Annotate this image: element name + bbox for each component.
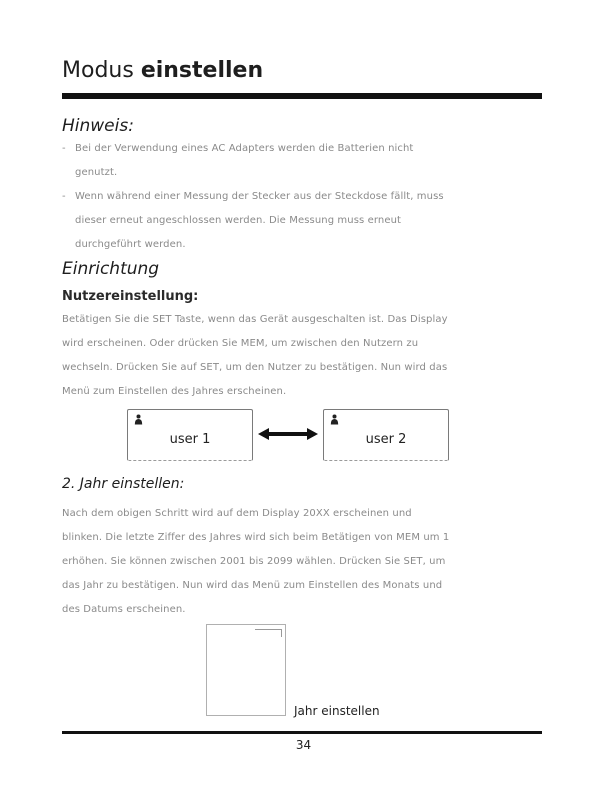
hinweis-line: Bei der Verwendung eines AC Adapters werden die Batterien nicht [75,143,414,154]
user-icon [134,414,143,425]
page-title-part1: Modus [62,58,134,83]
page-title [62,58,263,83]
hinweis-heading: Hinweis: [62,116,134,136]
jahr-line: Nach dem obigen Schritt wird auf dem Display 20XX erscheinen und [62,508,412,519]
user1-label: user 1 [169,432,211,447]
jahr-display-figure [206,624,286,716]
figure-mark [281,629,282,637]
page-title-part2: einstellen [140,58,264,83]
jahr-heading: 2. Jahr einstellen: [62,476,185,492]
bullet-dash: - [62,143,66,154]
double-arrow-icon [256,426,320,442]
hinweis-line: Wenn während einer Messung der Stecker aus der Steckdose fällt, muss [75,191,444,202]
einrichtung-heading: Einrichtung [62,259,160,279]
einrichtung-line: Betätigen Sie die SET Taste, wenn das Gerät ausgeschalten ist. Das Display [62,314,448,325]
jahr-line: des Datums erscheinen. [62,604,186,615]
footer-rule [62,731,542,734]
user-icon [330,414,339,425]
einrichtung-line: wechseln. Drücken Sie auf SET, um den Nutzer zu bestätigen. Nun wird das [62,362,448,373]
jahr-line: das Jahr zu bestätigen. Nun wird das Menü zum Einstellen des Monats und [62,580,443,591]
user2-display [323,409,449,461]
figure-mark [255,629,281,630]
hinweis-line: genutzt. [75,167,118,178]
bullet-dash: - [62,191,66,202]
einrichtung-line: wird erscheinen. Oder drücken Sie MEM, um zwischen den Nutzern zu [62,338,419,349]
page-number: 34 [295,738,312,752]
einrichtung-line: Menü zum Einstellen des Jahres erscheinen. [62,386,287,397]
jahr-line: erhöhen. Sie können zwischen 2001 bis 2099 wählen. Drücken Sie SET, um [62,556,446,567]
jahr-line: blinken. Die letzte Ziffer des Jahres wird sich beim Betätigen von MEM um 1 [62,532,450,543]
nutzereinstellung-heading: Nutzereinstellung: [62,289,199,304]
hinweis-line: durchgeführt werden. [75,239,186,250]
jahr-figure-label: Jahr einstellen [294,704,380,718]
user1-display [127,409,253,461]
hinweis-line: dieser erneut angeschlossen werden. Die Messung muss erneut [75,215,402,226]
title-rule [62,93,542,99]
user2-label: user 2 [365,432,407,447]
